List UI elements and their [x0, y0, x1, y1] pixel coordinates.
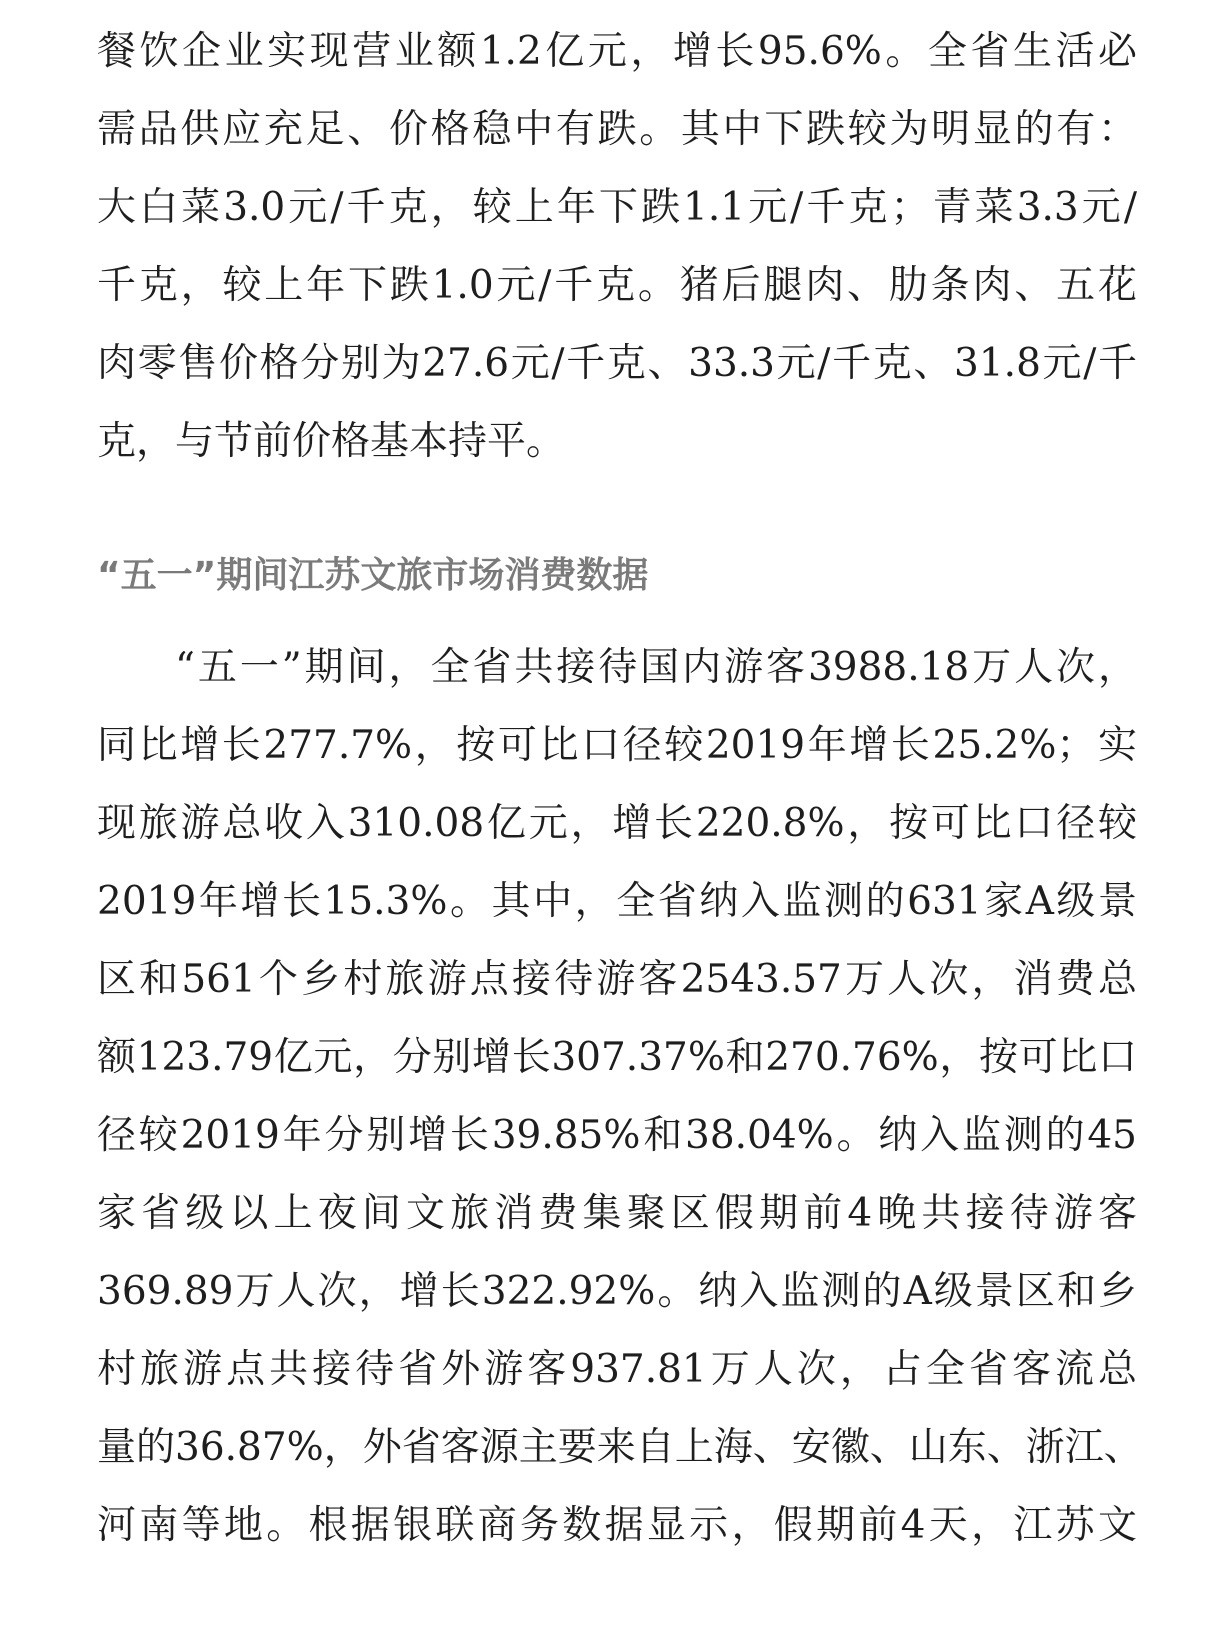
text-line: 369.89万人次，增长322.92%。纳入监测的A级景区和乡: [97, 1269, 1137, 1314]
text-line: 区和561个乡村旅游点接待游客2543.57万人次，消费总: [97, 957, 1137, 1002]
text-line: 家省级以上夜间文旅消费集聚区假期前4晚共接待游客: [97, 1191, 1137, 1236]
text-line: “五一”期间，全省共接待国内游客3988.18万人次，: [175, 645, 1137, 690]
text-line: 大白菜3.0元/千克，较上年下跌1.1元/千克；青菜3.3元/: [97, 185, 1137, 230]
text-line: 千克，较上年下跌1.0元/千克。猪后腿肉、肋条肉、五花: [97, 263, 1137, 308]
text-line: 2019年增长15.3%。其中，全省纳入监测的631家A级景: [97, 879, 1137, 924]
text-line: 餐饮企业实现营业额1.2亿元，增长95.6%。全省生活必: [97, 29, 1137, 74]
text-line: 现旅游总收入310.08亿元，增长220.8%，按可比口径较: [97, 801, 1137, 846]
text-line: 河南等地。根据银联商务数据显示，假期前4天，江苏文: [97, 1503, 1137, 1548]
text-line: 同比增长277.7%，按可比口径较2019年增长25.2%；实: [97, 723, 1137, 768]
text-line: 径较2019年分别增长39.85%和38.04%。纳入监测的45: [97, 1113, 1137, 1158]
text-line: 量的36.87%，外省客源主要来自上海、安徽、山东、浙江、: [97, 1425, 1143, 1470]
text-line: 村旅游点共接待省外游客937.81万人次，占全省客流总: [97, 1347, 1137, 1392]
section-heading: “五一”期间江苏文旅市场消费数据: [97, 555, 649, 596]
text-line: 肉零售价格分别为27.6元/千克、33.3元/千克、31.8元/千: [97, 341, 1137, 386]
text-line: 需品供应充足、价格稳中有跌。其中下跌较为明显的有：: [97, 107, 1137, 152]
text-line: 额123.79亿元，分别增长307.37%和270.76%，按可比口: [97, 1035, 1137, 1080]
text-line: 克，与节前价格基本持平。: [97, 419, 566, 464]
